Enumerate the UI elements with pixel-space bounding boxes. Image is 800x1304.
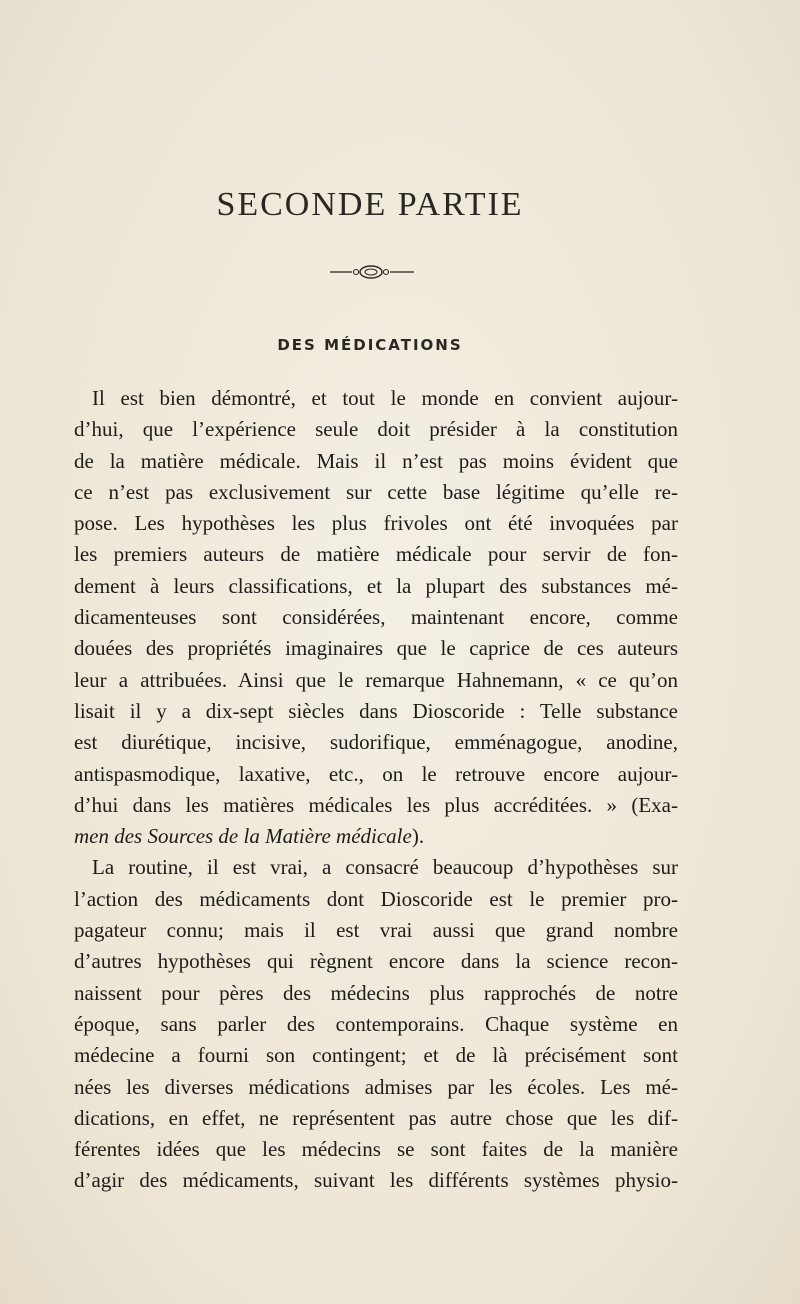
text-line: d’hui, que l’expérience seule doit présider à la constitution <box>74 417 678 442</box>
source-title: men des Sources de la Matière médicale <box>74 824 412 849</box>
text-line: époque, sans parler des contemporains. Chaque système en <box>74 1011 678 1036</box>
text-line: La routine, il est vrai, a consacré beaucoup d’hypothèses sur <box>92 855 678 880</box>
text-line: d’agir des médicaments, suivant les différents systèmes physio- <box>74 1168 678 1193</box>
text-line: l’action des médicaments dont Dioscoride est le premier pro- <box>74 886 678 911</box>
text-line: de la matière médicale. Mais il n’est pas moins évident que <box>74 448 678 473</box>
text-line: Il est bien démontré, et tout le monde en convient aujour- <box>92 386 678 410</box>
text-line: leur a attribuées. Ainsi que le remarque Hahnemann, « ce qu’on <box>74 667 678 692</box>
body-text <box>74 383 678 1197</box>
ornament-flourish-icon <box>330 262 414 282</box>
text-line: férentes idées que les médecins se sont faites de la manière <box>74 1137 678 1162</box>
section-title: DES MÉDICATIONS <box>277 336 463 354</box>
text-line: d’hui dans les matières médicales les plus accréditées. » (Exa- <box>74 792 678 817</box>
text-line: d’autres hypothèses qui règnent encore dans la science recon- <box>74 949 678 974</box>
text-line: ce n’est pas exclusivement sur cette base légitime qu’elle re- <box>74 479 678 504</box>
text-line: lisait il y a dix-sept siècles dans Dioscoride : Telle substance <box>74 698 678 723</box>
text-line: douées des propriétés imaginaires que le caprice de ces auteurs <box>74 636 678 661</box>
text-line: dicamenteuses sont considérées, maintenant encore, comme <box>74 605 678 630</box>
text-line: les premiers auteurs de matière médicale pour servir de fon- <box>74 542 678 567</box>
closing-punctuation: ). <box>411 824 425 849</box>
part-title: SECONDE PARTIE <box>216 186 524 223</box>
text-line: médecine a fourni son contingent; et de là précisément sont <box>74 1043 678 1068</box>
text-line: antispasmodique, laxative, etc., on le retrouve encore aujour- <box>74 761 678 786</box>
text-line: nées les diverses médications admises par les écoles. Les mé- <box>74 1074 678 1099</box>
text-line: pagateur connu; mais il est vrai aussi que grand nombre <box>74 918 678 943</box>
text-line: naissent pour pères des médecins plus rapprochés de notre <box>74 980 678 1005</box>
text-line <box>74 821 678 852</box>
text-line: dications, en effet, ne représentent pas autre chose que les dif- <box>74 1105 678 1130</box>
text-line: dement à leurs classifications, et la plupart des substances mé- <box>74 573 678 598</box>
text-line: est diurétique, incisive, sudorifique, emménagogue, anodine, <box>74 730 678 755</box>
text-line: pose. Les hypothèses les plus frivoles ont été invoquées par <box>74 511 678 536</box>
